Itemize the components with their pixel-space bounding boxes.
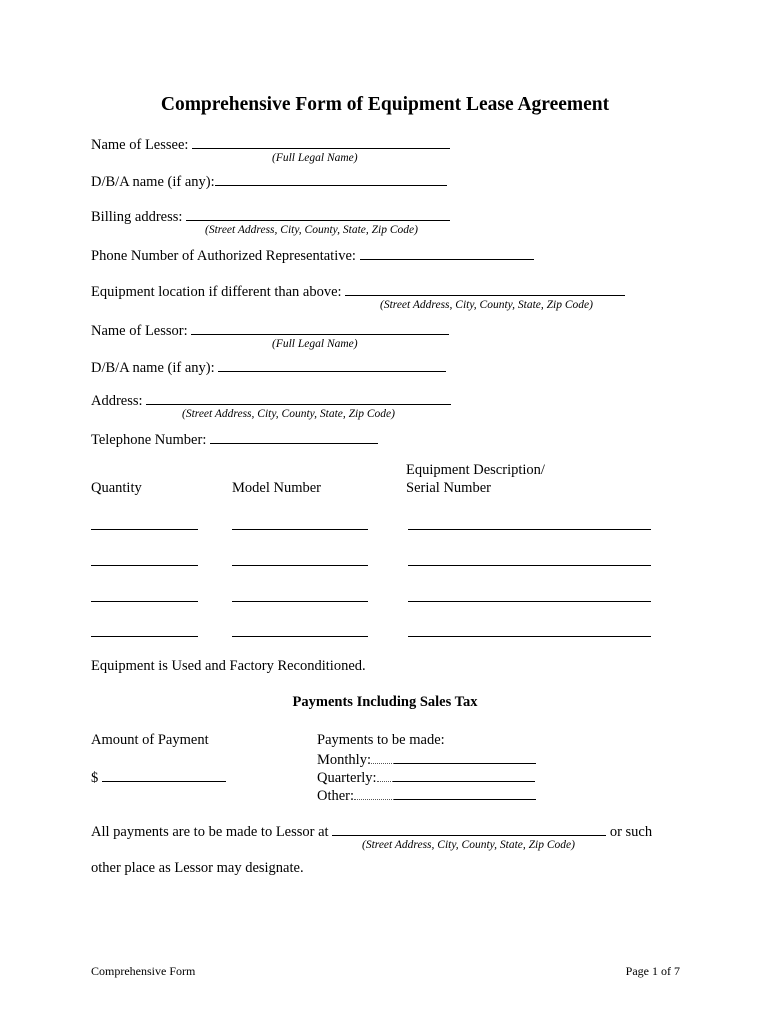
equipment-location-caption: (Street Address, City, County, State, Zip Code) [380,299,593,311]
lessee-billing-label: Billing address: [91,209,183,225]
page-number: Page 1 of 7 [625,964,680,978]
payment-place-continuation: other place as Lessor may designate. [91,860,304,876]
model-field[interactable] [232,565,368,566]
lessor-address-caption: (Street Address, City, County, State, Zip Code) [182,408,395,420]
model-field[interactable] [232,601,368,602]
lessee-billing-caption: (Street Address, City, County, State, Zip Code) [205,224,418,236]
description-field[interactable] [408,601,651,602]
description-field[interactable] [408,636,651,637]
lessee-phone-field[interactable] [360,245,534,260]
footer-left: Comprehensive Form [91,964,196,978]
quarterly-field[interactable] [393,767,535,782]
payment-place-suffix: or such [609,824,653,840]
lessee-phone-row [91,245,534,265]
col-header-serial: Serial Number [406,480,491,496]
equipment-location-label: Equipment location if different than above: [91,284,342,300]
amount-of-payment-label: Amount of Payment [91,732,209,748]
lessor-phone-field[interactable] [210,429,378,444]
monthly-field[interactable] [394,749,536,764]
payment-place-field[interactable] [332,821,606,836]
amount-row [91,767,226,787]
other-label: Other: [317,788,355,804]
lessee-dba-row [91,171,447,191]
monthly-label: Monthly: [317,752,371,768]
lessor-dba-field[interactable] [218,357,446,372]
quantity-field[interactable] [91,565,198,566]
model-field[interactable] [232,529,368,530]
quantity-field[interactable] [91,529,198,530]
lessor-address-row [91,390,451,410]
payment-place-row [91,821,652,841]
col-header-description: Equipment Description/ [406,462,545,478]
monthly-row [317,749,536,769]
lessor-name-field[interactable] [191,320,449,335]
col-header-quantity: Quantity [91,480,142,496]
equipment-condition-text: Equipment is Used and Factory Reconditioned. [91,658,366,674]
lessee-name-row [91,134,450,154]
quarterly-label: Quarterly: [317,770,377,786]
lessor-phone-label: Telephone Number: [91,432,207,448]
page-title: Comprehensive Form of Equipment Lease Agreement [160,94,610,115]
model-field[interactable] [232,636,368,637]
description-field[interactable] [408,529,651,530]
quantity-field[interactable] [91,636,198,637]
lessee-name-label: Name of Lessee: [91,137,189,153]
amount-field[interactable] [102,767,226,782]
quantity-field[interactable] [91,601,198,602]
lessor-address-field[interactable] [146,390,451,405]
lessee-dba-label: D/B/A name (if any): [91,174,215,190]
lessor-dba-label: D/B/A name (if any): [91,360,215,376]
col-header-model: Model Number [232,480,321,496]
lessee-name-caption: (Full Legal Name) [272,152,358,164]
equipment-location-row [91,281,625,301]
lessor-address-label: Address: [91,393,143,409]
currency-symbol: $ [91,770,99,786]
payment-place-label: All payments are to be made to Lessor at [91,824,329,840]
lessor-name-row [91,320,449,340]
payment-place-caption: (Street Address, City, County, State, Zip Code) [362,839,575,851]
description-field[interactable] [408,565,651,566]
quarterly-row [317,767,535,787]
lessor-phone-row [91,429,378,449]
lessor-name-caption: (Full Legal Name) [272,338,358,350]
lessee-billing-row [91,206,450,226]
other-row [317,785,536,805]
equipment-location-field[interactable] [345,281,625,296]
lessor-name-label: Name of Lessor: [91,323,188,339]
lessee-name-field[interactable] [192,134,450,149]
payments-to-be-made-label: Payments to be made: [317,732,445,748]
lessee-phone-label: Phone Number of Authorized Representative: [91,248,356,264]
lessee-billing-field[interactable] [186,206,450,221]
lessor-dba-row [91,357,446,377]
other-field[interactable] [394,785,536,800]
payments-heading: Payments Including Sales Tax [292,694,478,710]
lessee-dba-field[interactable] [215,171,447,186]
